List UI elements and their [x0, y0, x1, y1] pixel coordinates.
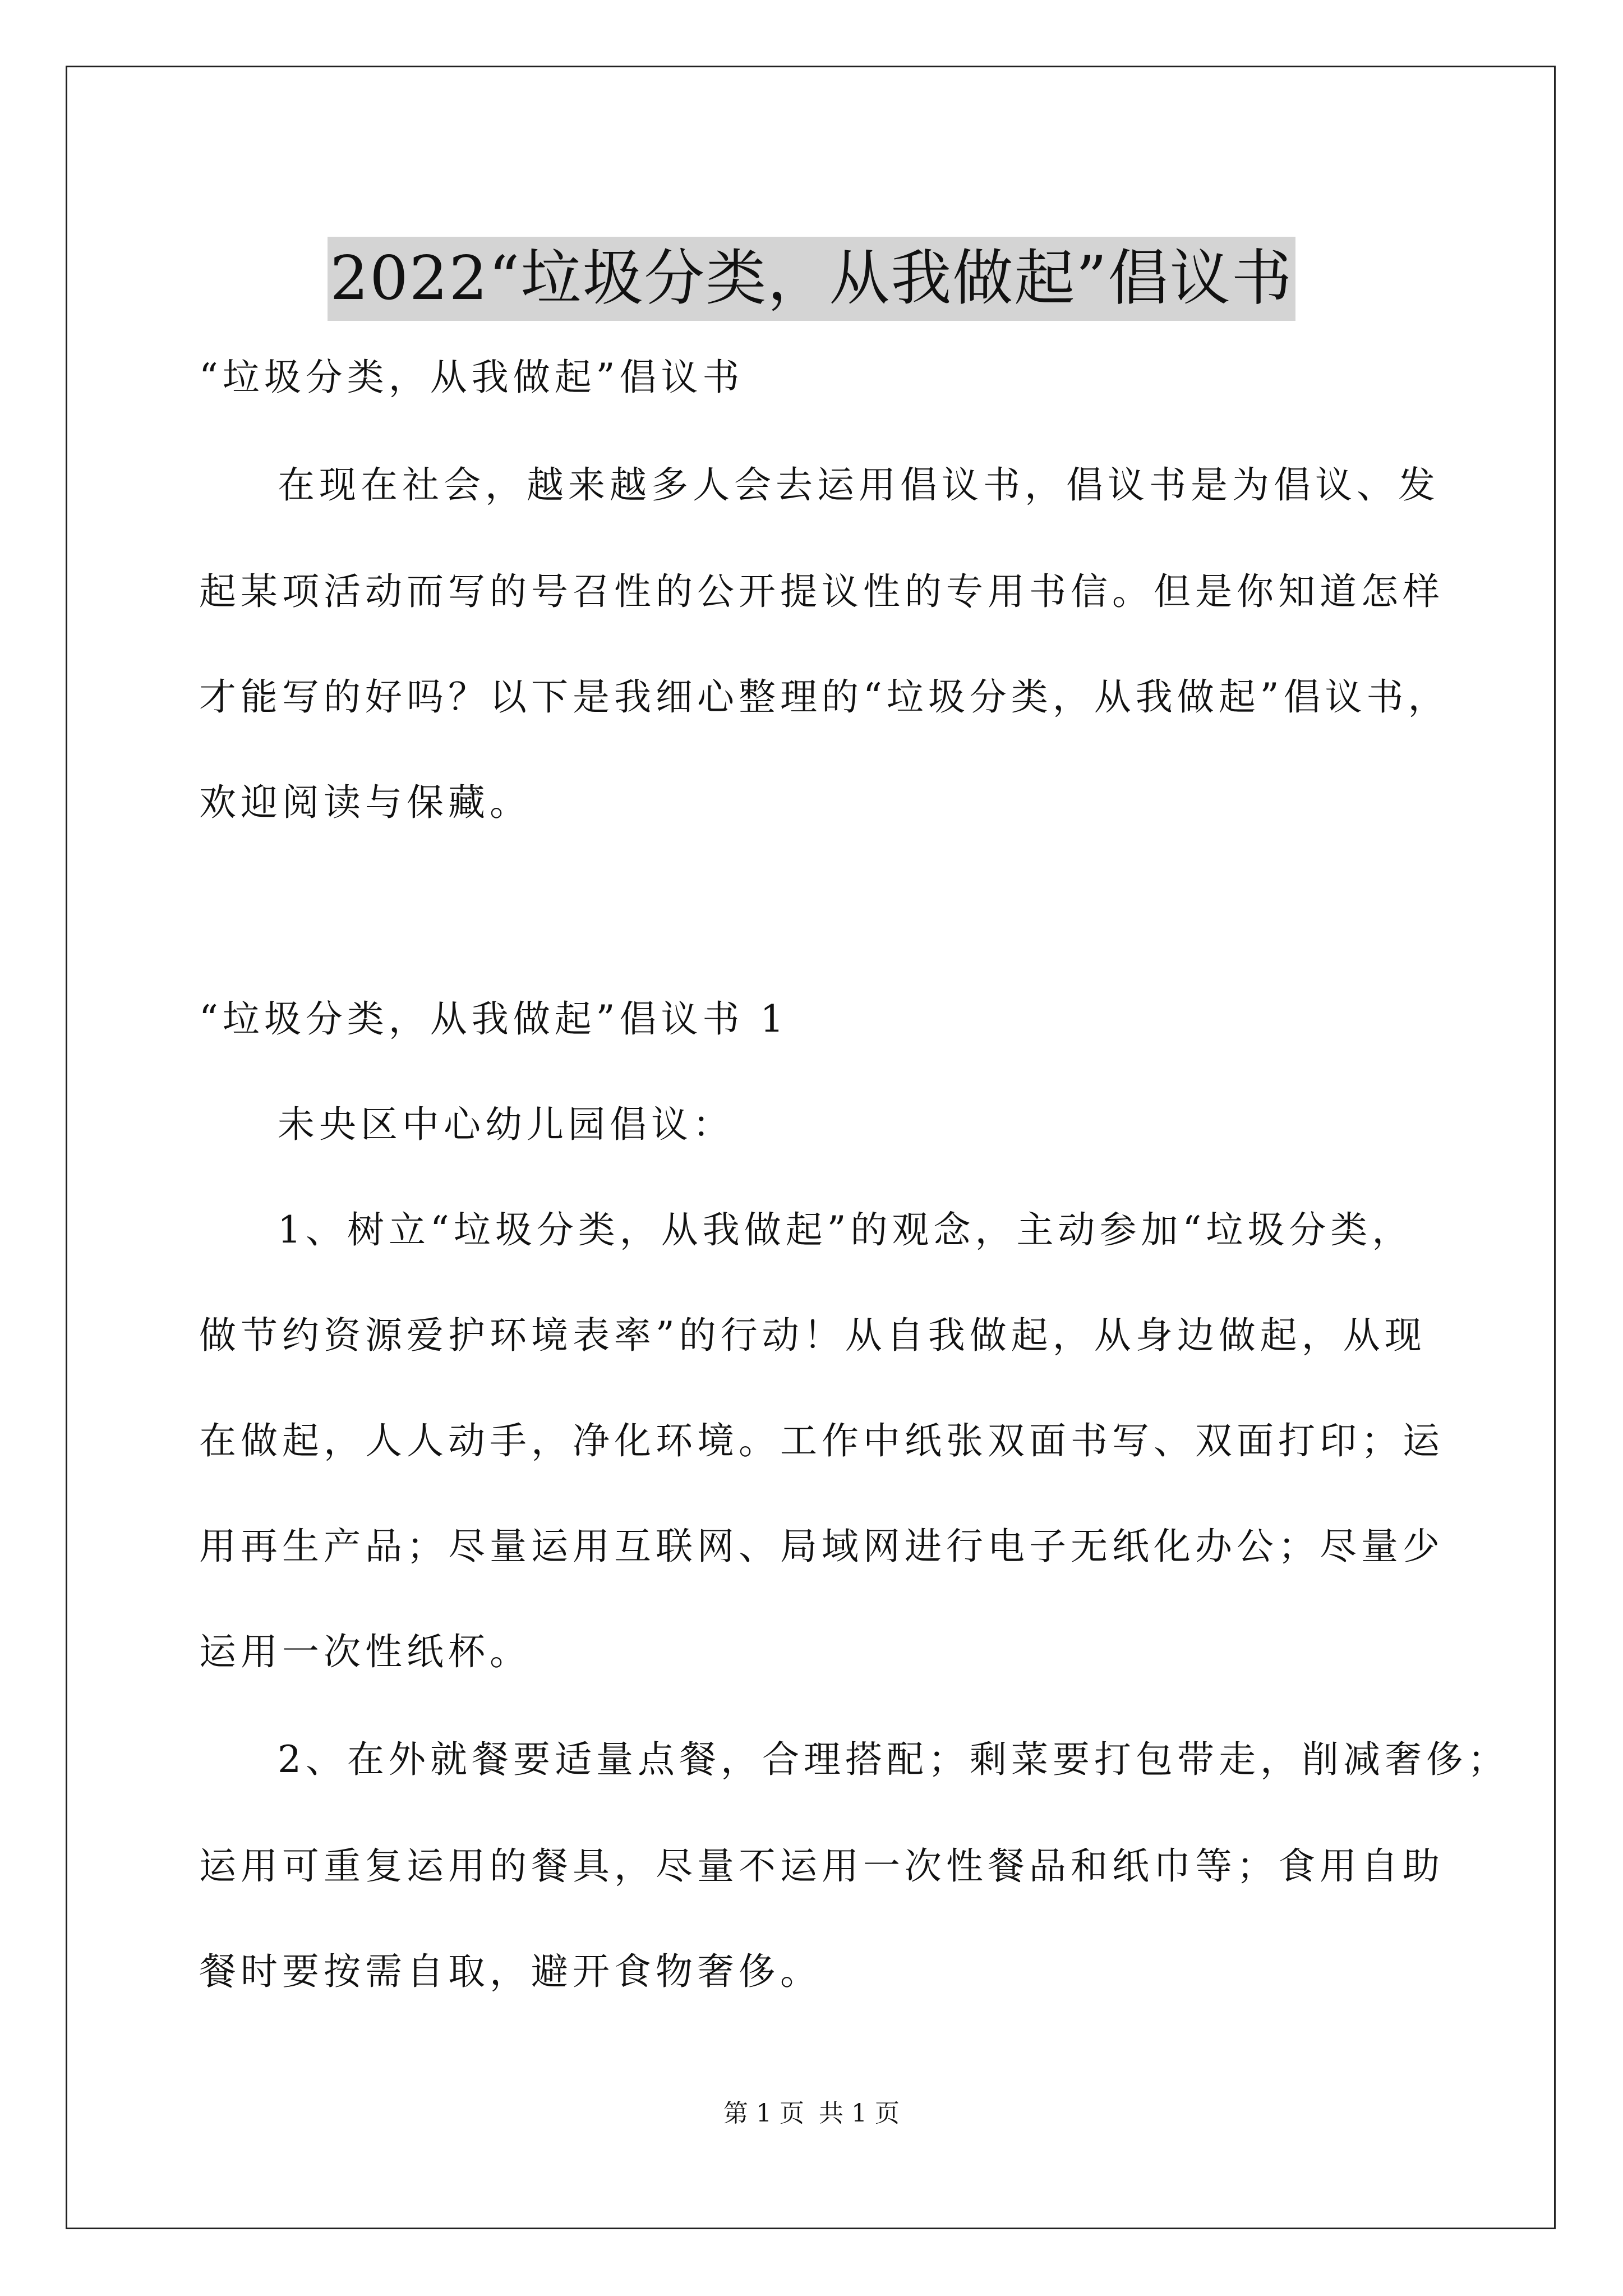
- paragraph-line: 餐时要按需自取，避开食物奢侈。: [199, 1950, 822, 1993]
- paragraph-line: 才能写的好吗？以下是我细心整理的“垃圾分类，从我做起”倡议书，: [199, 675, 1450, 719]
- paragraph-line: 在现在社会，越来越多人会去运用倡议书，倡议书是为倡议、发: [278, 463, 1440, 507]
- section-heading: “垃圾分类，从我做起”倡议书 1: [199, 997, 789, 1041]
- paragraph-line: 2、在外就餐要适量点餐，合理搭配；剩菜要打包带走，削减奢侈；: [278, 1738, 1509, 1781]
- paragraph-line: 运用可重复运用的餐具，尽量不运用一次性餐品和纸巾等；食用自助: [199, 1844, 1444, 1888]
- paragraph-line: 欢迎阅读与保藏。: [199, 781, 531, 824]
- title-container: [0, 196, 1623, 362]
- paragraph-line: 用再生产品；尽量运用互联网、局域网进行电子无纸化办公；尽量少: [199, 1525, 1444, 1568]
- page-total: 共 1 页: [819, 2099, 900, 2128]
- paragraph-line: 在做起，人人动手，净化环境。工作中纸张双面书写、双面打印；运: [199, 1419, 1444, 1462]
- paragraph-line: 1、树立“垃圾分类，从我做起”的观念，主动参加“垃圾分类，: [278, 1208, 1414, 1251]
- paragraph-line: 做节约资源爱护环境表率”的行动！从自我做起，从身边做起，从现: [199, 1314, 1426, 1357]
- paragraph-line: 未央区中心幼儿园倡议：: [278, 1103, 734, 1146]
- page-footer: [0, 2097, 1623, 2131]
- subtitle-line: “垃圾分类，从我做起”倡议书: [199, 356, 744, 399]
- paragraph-line: 运用一次性纸杯。: [199, 1630, 531, 1673]
- page-number: 第 1 页: [723, 2099, 804, 2128]
- document-title: 2022“垃圾分类，从我做起”倡议书: [328, 237, 1295, 321]
- paragraph-line: 起某项活动而写的号召性的公开提议性的专用书信。但是你知道怎样: [199, 570, 1444, 613]
